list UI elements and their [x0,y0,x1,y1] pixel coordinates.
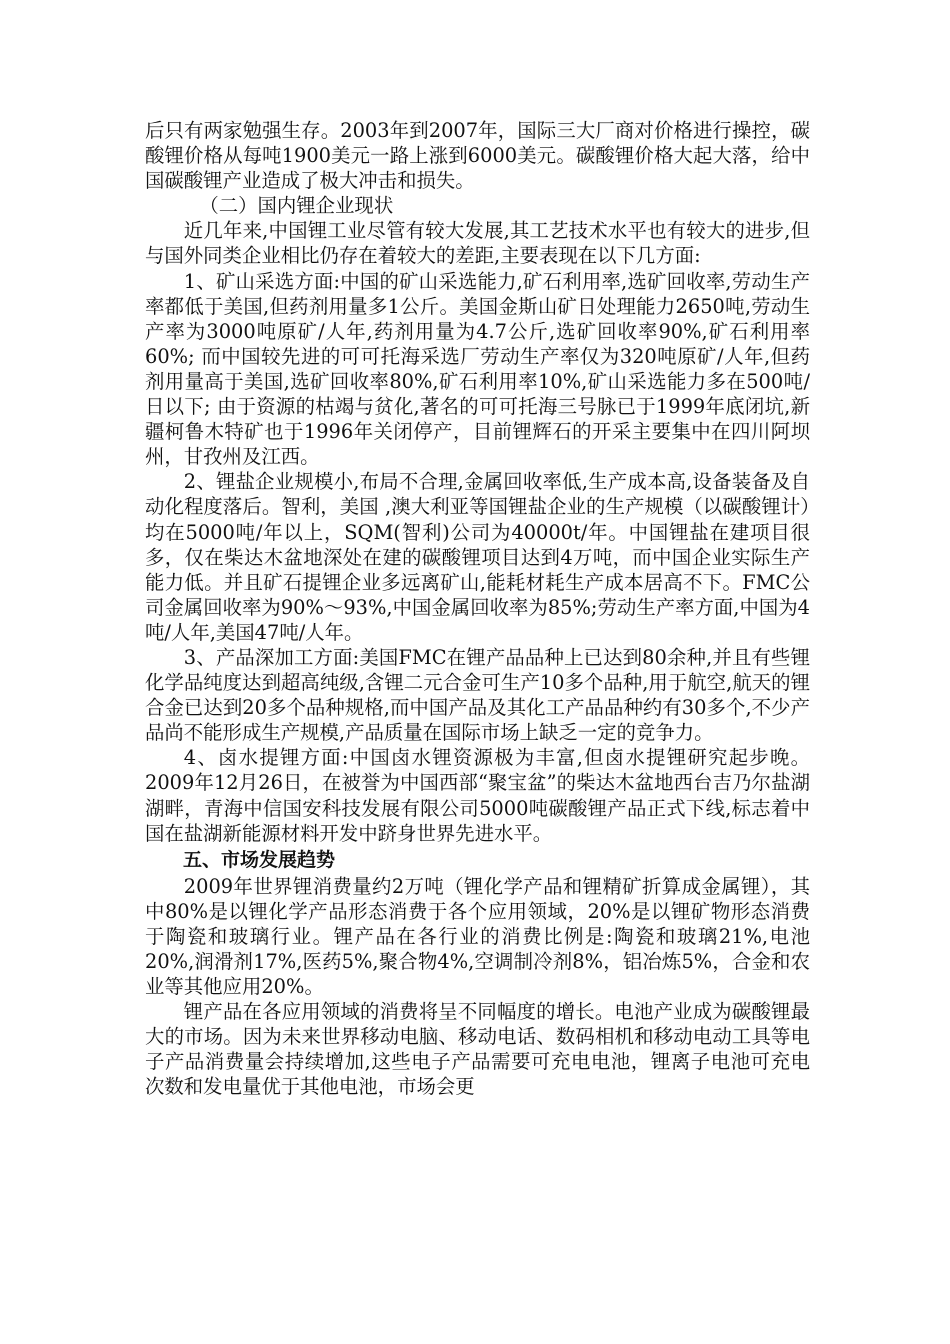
paragraph-item-mining: 1、矿山采选方面:中国的矿山采选能力,矿石利用率,选矿回收率,劳动生产率都低于美国,但药剂用量多1公斤。美国金斯山矿日处理能力2650吨,劳动生产率为3000吨原矿/人年,药剂用量为4.7公斤,选矿回收率90%,矿石利用率60%; 而中国较先进的可可托海采选厂劳动生产率仅为320吨原矿/人年,但药剂用量高于美国,选矿回收率80%,矿石利用率10%,矿山采选能力多在500吨/日以下; 由于资源的枯竭与贫化,著名的可可托海三号脉已于1999年底闭坑,新疆柯鲁木特矿也于1996年关闭停产，目前锂辉石的开采主要集中在四川阿坝州，甘孜州及江西。 [145,269,810,469]
document-page [145,118,810,1100]
paragraph-item-lithium-salt: 2、锂盐企业规模小,布局不合理,金属回收率低,生产成本高,设备装备及自动化程度落后。智利，美国 ,澳大利亚等国锂盐企业的生产规模（以碳酸锂计）均在5000吨/年以上，SQM(智利)公司为40000t/年。中国锂盐在建项目很多，仅在柴达木盆地深处在建的碳酸锂项目达到4万吨，而中国企业实际生产能力低。并且矿石提锂企业多远离矿山,能耗材耗生产成本居高不下。FMC公司金属回收率为90%～93%,中国金属回收率为85%;劳动生产率方面,中国为4吨/人年,美国47吨/人年。 [145,470,810,644]
subheading-domestic-status: （二）国内锂企业现状 [199,194,394,218]
paragraph-item-deep-processing: 3、产品深加工方面:美国FMC在锂产品品种上已达到80余种,并且有些锂化学品纯度达到超高纯级,含锂二元合金可生产10多个品种,用于航空,航天的锂合金已达到20多个品种规格,而中国产品及其化工产品品种约有30多个,不少产品尚不能形成生产规模,产品质量在国际市场上缺乏一定的竞争力。 [145,645,810,745]
section-heading-market-trend: 五、市场发展趋势 [183,848,336,871]
paragraph-market-growth: 锂产品在各应用领域的消费将呈不同幅度的增长。电池产业成为碳酸锂最大的市场。因为未来世界移动电脑、移动电话、数码相机和移动电动工具等电子产品消费量会持续增加,这些电子产品需要可充电电池，锂离子电池可充电次数和发电量优于其他电池，市场会更 [145,1000,810,1099]
paragraph-domestic-intro: 近几年来,中国锂工业尽管有较大发展,其工艺技术水平也有较大的进步,但与国外同类企业相比仍存在着较大的差距,主要表现在以下几方面: [145,219,810,268]
paragraph-intro-continued: 后只有两家勉强生存。2003年到2007年，国际三大厂商对价格进行操控，碳酸锂价格从每吨1900美元一路上涨到6000美元。碳酸锂价格大起大落，给中国碳酸锂产业造成了极大冲击和损失。 [145,119,810,193]
paragraph-market-consumption: 2009年世界锂消费量约2万吨（锂化学产品和锂精矿折算成金属锂），其中80%是以锂化学产品形态消费于各个应用领域，20%是以锂矿物形态消费于陶瓷和玻璃行业。锂产品在各行业的消费比例是:陶瓷和玻璃21%,电池20%,润滑剂17%,医药5%,聚合物4%,空调制冷剂8%，铝冶炼5%，合金和农业等其他应用20%。 [145,874,810,999]
paragraph-item-brine-extraction: 4、卤水提锂方面:中国卤水锂资源极为丰富,但卤水提锂研究起步晚。2009年12月26日，在被誉为中国西部“聚宝盆”的柴达木盆地西台吉乃尔盐湖湖畔，青海中信国安科技发展有限公司5000吨碳酸锂产品正式下线,标志着中国在盐湖新能源材料开发中跻身世界先进水平。 [145,746,810,845]
